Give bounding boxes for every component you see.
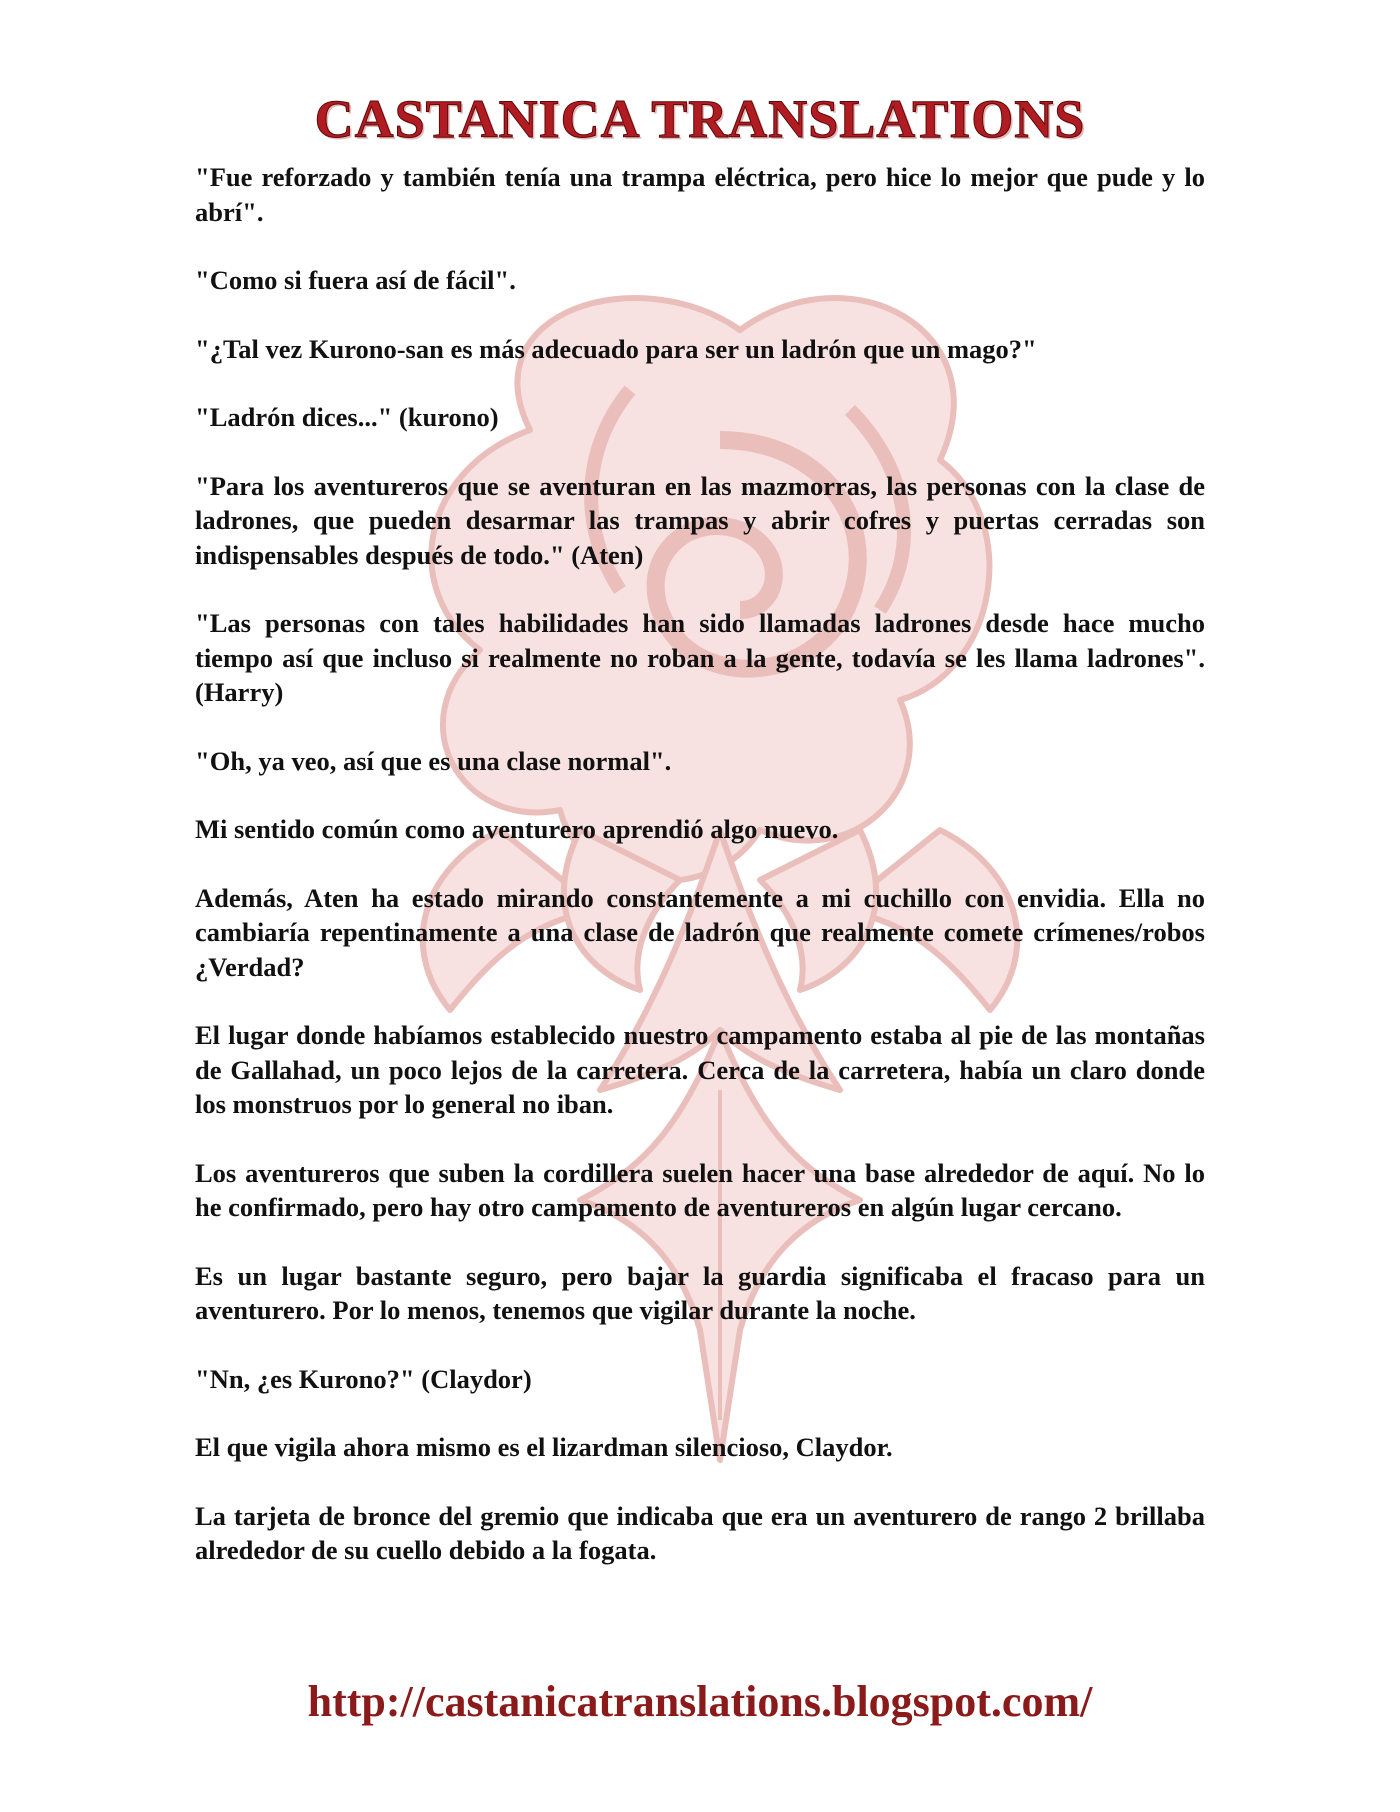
paragraph: "¿Tal vez Kurono-san es más adecuado para ser un ladrón que un mago?" <box>195 333 1037 364</box>
paragraph: "Como si fuera así de fácil". <box>195 265 516 295</box>
paragraph: Es un lugar bastante seguro, pero bajar la guardia significaba el fracaso para un aventurero. Por lo menos, tenemos que vigilar durante la noche. <box>195 1260 1205 1325</box>
paragraph: Los aventureros que suben la cordillera suelen hacer una base alrededor de aquí. No lo he confirmado, pero hay otro campamento de aventureros en algún lugar cercano. <box>195 1157 1205 1222</box>
paragraph: Mi sentido común como aventurero aprendió algo nuevo. <box>195 814 839 844</box>
paragraph: "Fue reforzado y también tenía una trampa eléctrica, pero hice lo mejor que pude y lo abrí". <box>195 162 1205 227</box>
site-title: CASTANICA TRANSLATIONS <box>314 89 1086 149</box>
paragraph: "Oh, ya veo, así que es una clase normal". <box>195 745 672 776</box>
paragraph: El que vigila ahora mismo es el lizardman silencioso, Claydor. <box>195 1432 893 1462</box>
paragraph: La tarjeta de bronce del gremio que indicaba que era un aventurero de rango 2 brillaba alrededor de su cuello debido a la fogata. <box>195 1500 1205 1565</box>
paragraph: "Para los aventureros que se aventuran en las mazmorras, las personas con la clase de ladrones, que pueden desarmar las trampas y abrir cofres y puertas cerradas son indispensables después de todo." (Aten) <box>195 470 1205 570</box>
paragraph: "Las personas con tales habilidades han sido llamadas ladrones desde hace mucho tiempo así que incluso si realmente no roban a la gente, todavía se les llama ladrones". (Harry) <box>195 608 1205 707</box>
paragraph: "Ladrón dices..." (kurono) <box>195 402 499 432</box>
paragraph: "Nn, ¿es Kurono?" (Claydor) <box>195 1363 532 1394</box>
paragraph: Además, Aten ha estado mirando constantemente a mi cuchillo con envidia. Ella no cambiaría repentinamente a una clase de ladrón que realmente comete crímenes/robos ¿Verdad? <box>195 882 1205 982</box>
chapter-text <box>195 160 1205 1602</box>
blog-url-link[interactable]: http://castanicatranslations.blogspot.com/ <box>307 1677 1093 1726</box>
paragraph: El lugar donde habíamos establecido nuestro campamento estaba al pie de las montañas de Gallahad, un poco lejos de la carretera. Cerca de la carretera, había un claro donde los monstruos por lo general no iban. <box>195 1020 1205 1119</box>
